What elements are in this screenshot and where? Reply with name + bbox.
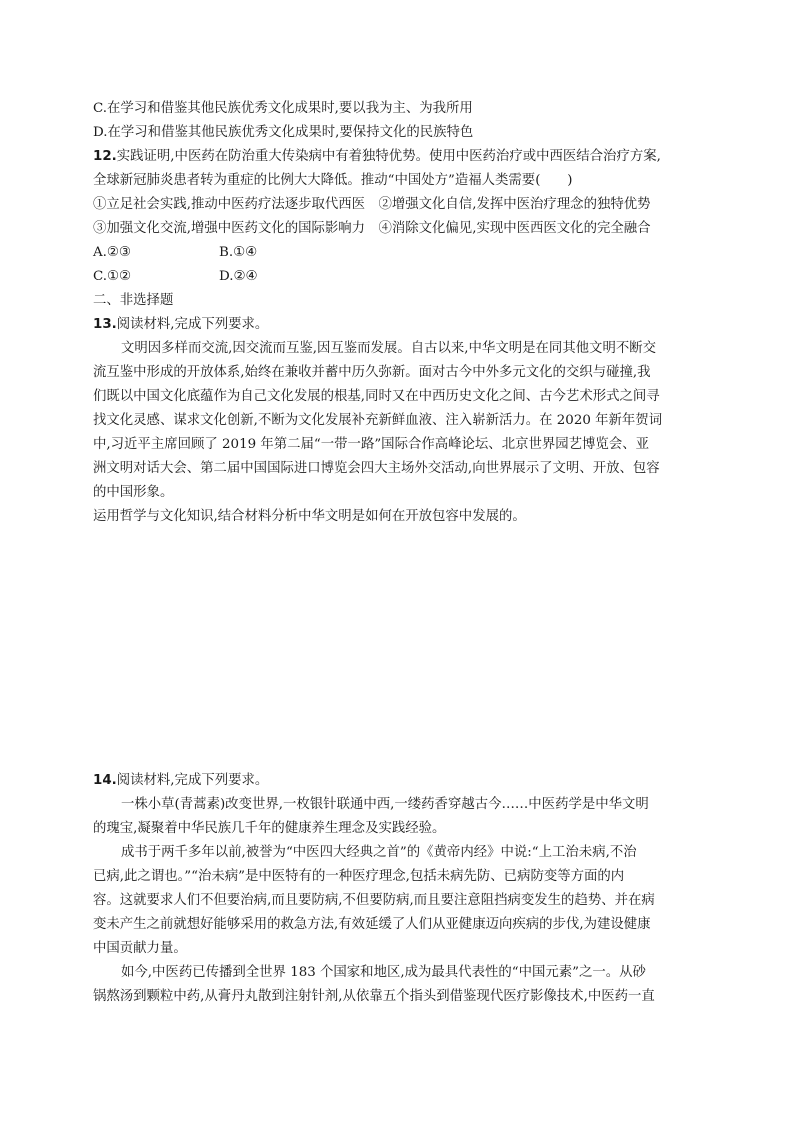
q12-choice-a: A.②③ (93, 245, 131, 260)
q13-para-line: 们既以中国文化底蕴作为自己文化发展的根基,同时又在中西历史文化之间、古今艺术形式之间寻 (93, 389, 660, 404)
q13-para-line: 洲文明对话大会、第二届中国国际进口博览会四大主场外交活动,向世界展示了文明、开放、包容 (93, 461, 660, 476)
q14-para2-line: 中国贡献力量。 (93, 941, 187, 956)
q12-stem-line-2: 全球新冠肺炎患者转为重症的比例大大降低。推动“中国处方”造福人类需要( ) (93, 173, 573, 188)
q14-para2-line: 成书于两千多年以前,被誉为“中医四大经典之首”的《黄帝内经》中说:“上工治未病,不治 (121, 845, 637, 860)
q12-choice-b: B.①④ (219, 245, 258, 260)
section-2-title: 二、非选择题 (93, 293, 174, 308)
q14-para3-line: 如今,中医药已传播到全世界 183 个国家和地区,成为最具代表性的“中国元素”之一。从砂 (121, 965, 646, 980)
q12-item-line-1: ①立足社会实践,推动中医药疗法逐步取代西医 ②增强文化自信,发挥中医治疗理念的独特优势 (93, 197, 651, 212)
q14-prompt: 阅读材料,完成下列要求。 (116, 773, 269, 788)
q13-para-line: 的中国形象。 (93, 485, 174, 500)
q12-stem-line-1 (93, 145, 699, 169)
q13-prompt-line (93, 313, 699, 337)
q11-option-c: C.在学习和借鉴其他民族优秀文化成果时,要以我为主、为我所用 (93, 101, 473, 116)
q12-item-line-2: ③加强文化交流,增强中医药文化的国际影响力 ④消除文化偏见,实现中医西医文化的完全融合 (93, 221, 651, 236)
q14-para1-line: 的瑰宝,凝聚着中华民族几千年的健康养生理念及实践经验。 (93, 821, 446, 836)
q14-para3-line: 锅熬汤到颗粒中药,从膏丹丸散到注射针剂,从依靠五个指头到借鉴现代医疗影像技术,中医药一直 (93, 989, 655, 1004)
q13-para-line: 流互鉴中形成的开放体系,始终在兼收并蓄中历久弥新。面对古今中外多元文化的交织与碰撞,我 (93, 365, 651, 380)
q14-number: 14. (93, 773, 117, 788)
q14-prompt-line (93, 769, 699, 793)
q14-para2-line: 变未产生之前就想好能够采用的救急方法,有效延缓了人们从亚健康迈向疾病的步伐,为建设健康 (93, 917, 651, 932)
q13-para-line: 文明因多样而交流,因交流而互鉴,因互鉴而发展。自古以来,中华文明是在同其他文明不断交 (121, 341, 657, 356)
q13-number: 13. (93, 317, 117, 332)
q13-question: 运用哲学与文化知识,结合材料分析中华文明是如何在开放包容中发展的。 (93, 509, 526, 524)
q14-para2-line: 已病,此之谓也。”“治未病”是中医特有的一种医疗理念,包括未病先防、已病防变等方面的内 (93, 869, 625, 884)
q13-para-line: 找文化灵感、谋求文化创新,不断为文化发展补充新鲜血液、注入崭新活力。在 2020 年新年贺词 (93, 413, 663, 428)
q12-choice-c: C.①② (93, 269, 132, 284)
q13-para-line: 中,习近平主席回顾了 2019 年第二届“一带一路”国际合作高峰论坛、北京世界园艺博览会、亚 (93, 437, 649, 452)
q14-para1-line: 一株小草(青蒿素)改变世界,一枚银针联通中西,一缕药香穿越古今……中医药学是中华文明 (121, 797, 649, 812)
q12-choices-row-1 (93, 241, 699, 265)
q13-prompt: 阅读材料,完成下列要求。 (116, 317, 269, 332)
q12-choice-d: D.②④ (219, 269, 258, 284)
q14-para2-line: 容。这就要求人们不但要治病,而且要防病,不但要防病,而且要注意阻挡病变发生的趋势、并在病 (93, 893, 655, 908)
q12-stem-text-1: 实践证明,中医药在防治重大传染病中有着独特优势。使用中医药治疗或中西医结合治疗方案, (116, 149, 661, 164)
q12-number: 12. (93, 149, 117, 164)
q12-choices-row-2 (93, 265, 699, 289)
q11-option-d: D.在学习和借鉴其他民族优秀文化成果时,要保持文化的民族特色 (93, 125, 474, 140)
